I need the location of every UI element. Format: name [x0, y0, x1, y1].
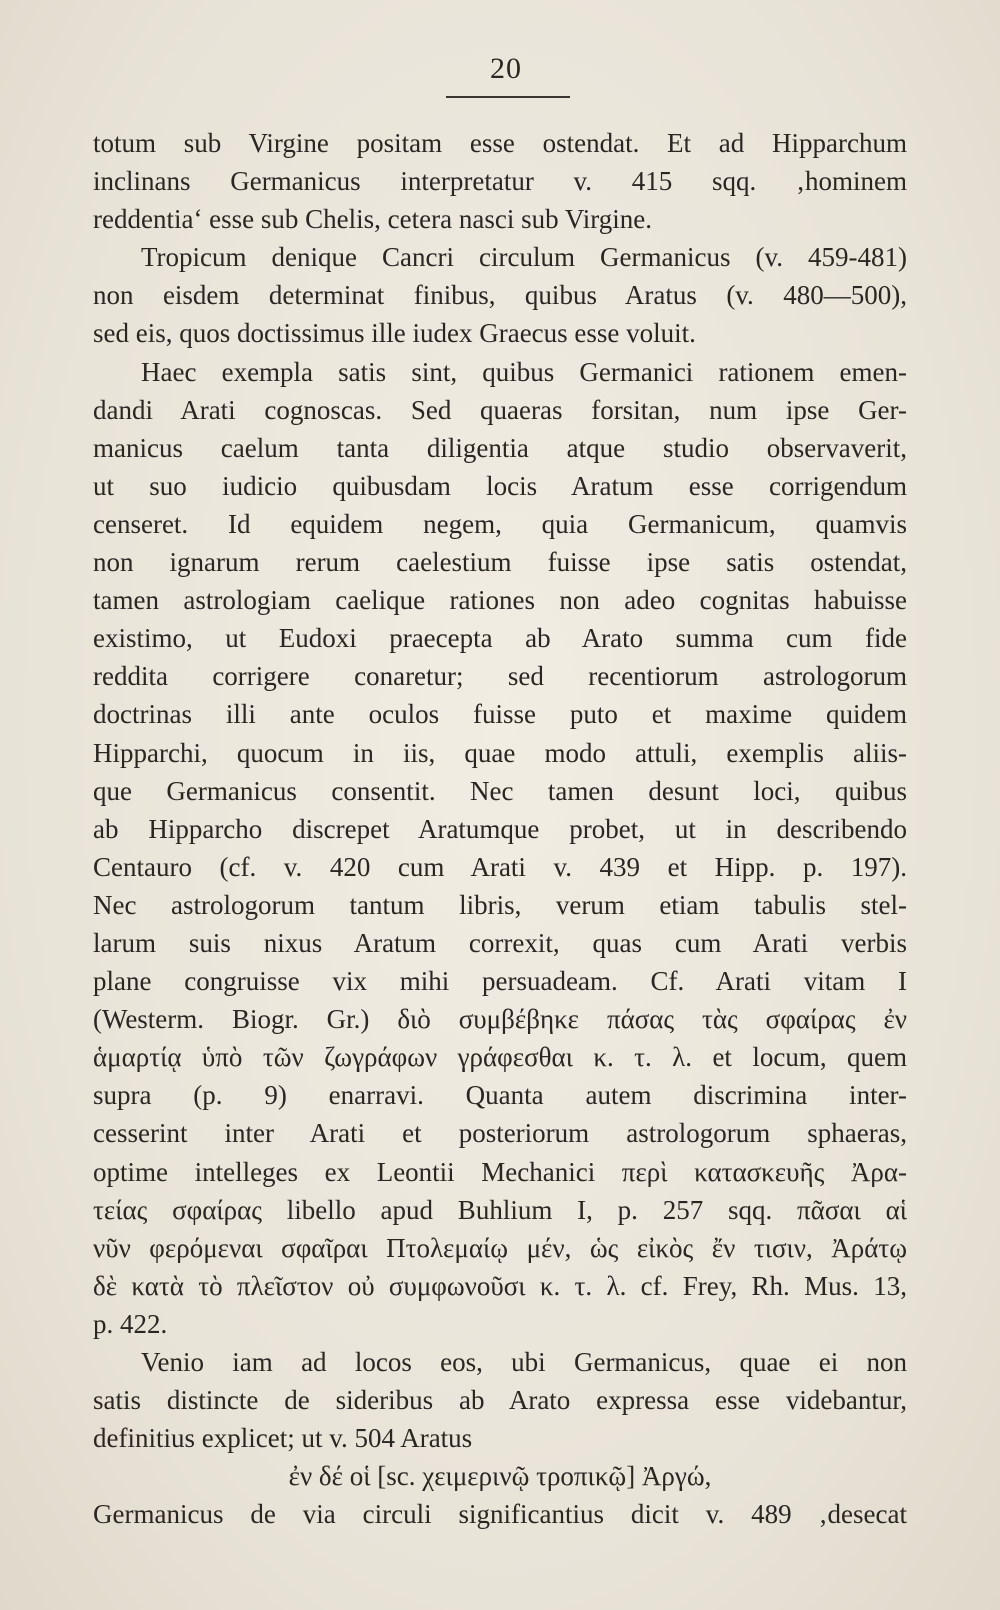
text-line: non ignarum rerum caelestium fuisse ipse satis ostendat, [93, 547, 907, 578]
text-line: que Germanicus consentit. Nec tamen desunt loci, quibus [93, 775, 907, 806]
text-line: δὲ κατὰ τὸ πλεῖστον οὐ συμφωνοῦσι κ. τ. λ. cf. Frey, Rh. Mus. 13, [93, 1270, 907, 1301]
text-line: Haec exempla satis sint, quibus Germanici rationem emen- [141, 356, 907, 387]
text-line: ut suo iudicio quibusdam locis Aratum esse corrigendum [93, 470, 907, 501]
text-line: satis distincte de sideribus ab Arato expressa esse videbantur, [93, 1385, 907, 1416]
text-line: dandi Arati cognoscas. Sed quaeras forsitan, num ipse Ger- [93, 394, 907, 425]
text-line: existimo, ut Eudoxi praecepta ab Arato summa cum fide [93, 623, 907, 654]
text-line: plane congruisse vix mihi persuadeam. Cf. Arati vitam I [93, 966, 907, 997]
page-number: 20 [490, 52, 522, 85]
text-line: Germanicus de via circuli significantius dicit v. 489 ‚desecat [93, 1499, 907, 1530]
text-line: reddita corrigere conaretur; sed recentiorum astrologorum [93, 661, 907, 692]
text-line: non eisdem determinat finibus, quibus Aratus (v. 480—500), [93, 280, 907, 311]
text-line: cesserint inter Arati et posteriorum astrologorum sphaeras, [93, 1118, 907, 1149]
text-line: tamen astrologiam caelique rationes non adeo cognitas habuisse [93, 585, 907, 616]
text-line: ab Hipparcho discrepet Aratumque probet, ut in describendo [93, 813, 907, 844]
text-line: optime intelleges ex Leontii Mechanici περὶ κατασκευῆς Ἀρα- [93, 1156, 907, 1187]
text-line: censeret. Id equidem negem, quia Germanicum, quamvis [93, 508, 907, 539]
text-line: larum suis nixus Aratum correxit, quas cum Arati verbis [93, 927, 907, 958]
text-line: definitius explicet; ut v. 504 Aratus [93, 1423, 473, 1454]
greek-quotation-line: ἐν δέ οἱ [sc. χειμερινῷ τροπικῷ] Ἀργώ, [288, 1461, 712, 1492]
text-line: sed eis, quos doctissimus ille iudex Graecus esse voluit. [93, 318, 696, 349]
text-line: reddentia‘ esse sub Chelis, cetera nasci sub Virgine. [93, 204, 652, 235]
body-text [93, 124, 907, 1533]
text-line: p. 422. [93, 1308, 168, 1339]
text-line: supra (p. 9) enarravi. Quanta autem discrimina inter- [93, 1080, 907, 1111]
text-line: manicus caelum tanta diligentia atque studio observaverit, [93, 432, 907, 463]
page-number-rule [446, 96, 570, 98]
text-line: (Westerm. Biogr. Gr.) διὸ συμβέβηκε πάσας τὰς σφαίρας ἐν [93, 1004, 907, 1035]
text-line: inclinans Germanicus interpretatur v. 415 sqq. ‚hominem [93, 166, 907, 197]
text-line: Nec astrologorum tantum libris, verum etiam tabulis stel- [93, 889, 907, 920]
text-line: Hipparchi, quocum in iis, quae modo attuli, exemplis aliis- [93, 737, 907, 768]
text-line: τείας σφαίρας libello apud Buhlium I, p. 257 sqq. πᾶσαι αἱ [93, 1194, 907, 1225]
text-line: Tropicum denique Cancri circulum Germanicus (v. 459-481) [141, 242, 907, 273]
text-line: νῦν φερόμεναι σφαῖραι Πτολεμαίῳ μέν, ὡς εἰκὸς ἔν τισιν, Ἀράτῳ [93, 1232, 907, 1263]
text-line: ἁμαρτίᾳ ὑπὸ τῶν ζωγράφων γράφεσθαι κ. τ. λ. et locum, quem [93, 1042, 907, 1073]
text-line: Centauro (cf. v. 420 cum Arati v. 439 et Hipp. p. 197). [93, 851, 907, 882]
text-line: totum sub Virgine positam esse ostendat. Et ad Hipparchum [93, 128, 907, 158]
text-line: doctrinas illi ante oculos fuisse puto et maxime quidem [93, 699, 907, 730]
text-line: Venio iam ad locos eos, ubi Germanicus, quae ei non [141, 1347, 907, 1377]
